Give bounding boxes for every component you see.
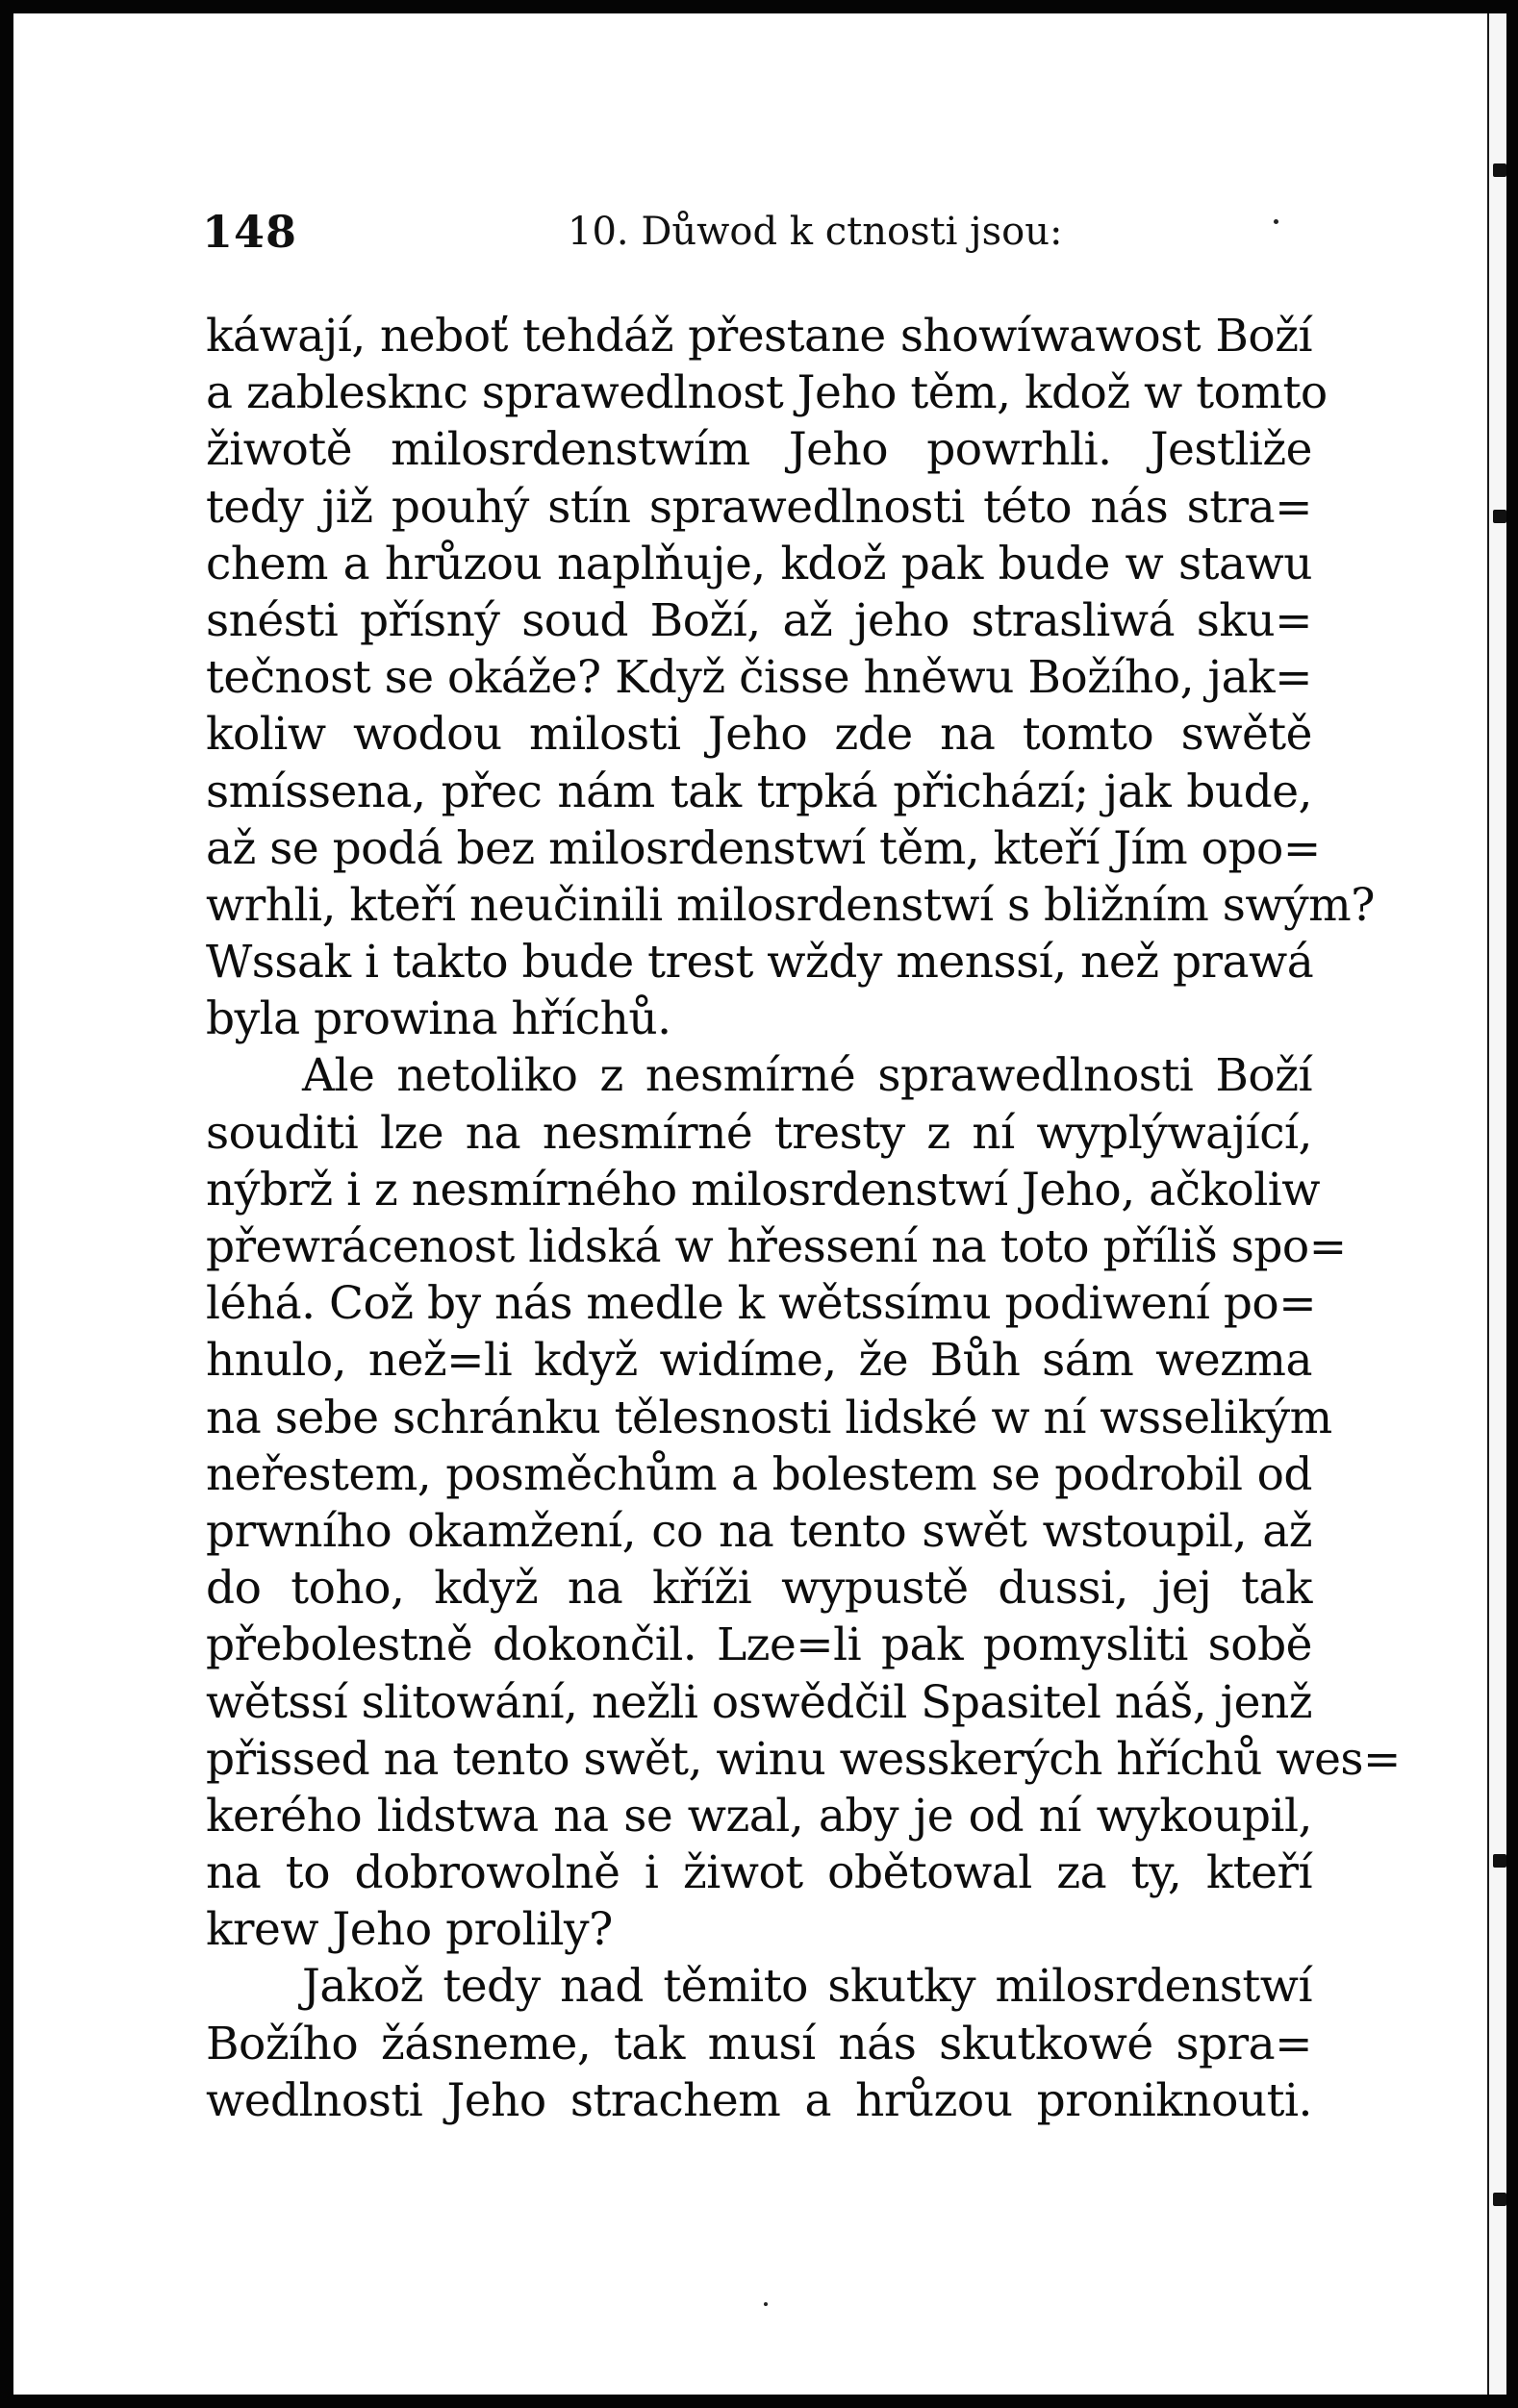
text-line: souditi lze na nesmírné tresty z ní wyplýwající, [206, 1106, 1312, 1160]
text-line: prwního okamžení, co na tento swět wstoupil, až [206, 1504, 1312, 1558]
edge-mark [1493, 163, 1506, 177]
text-line: do toho, když na kříži wypustě dussi, jej tak [206, 1562, 1312, 1616]
text-line: wětssí slitowání, nežli oswědčil Spasitel náš, jenž [206, 1675, 1313, 1729]
text-line: snésti přísný soud Boží, až jeho strasliwá sku= [206, 593, 1312, 647]
running-head: 10. Důwod k ctnosti jsou: [568, 210, 1063, 254]
text-line: smíssena, přec nám tak trpká přichází; jak bude, [206, 765, 1312, 818]
text-line: káwají, neboť tehdáž přestane showíwawost Boží [206, 310, 1312, 363]
text-line: kerého lidstwa na se wzal, aby je od ní wykoupil, [206, 1789, 1312, 1843]
text-line: přissed na tento swět, winu wesskerých hříchů wes= [206, 1732, 1401, 1786]
paper-speck [764, 2302, 768, 2306]
text-line: Jakož tedy nad těmito skutky milosrdenstwí [302, 1960, 1312, 2014]
text-line: až se podá bez milosrdenstwí těm, kteří Jím opo= [206, 821, 1321, 875]
edge-mark [1493, 510, 1506, 523]
text-line: Wssak i takto bude trest wždy menssí, než prawá [206, 936, 1314, 990]
paragraph-1 [206, 308, 1375, 1047]
text-line: wedlnosti Jeho strachem a hrůzou proniknouti. [206, 2073, 1312, 2127]
text-line: přebolestně dokončil. Lze=li pak pomysliti sobě [206, 1618, 1312, 1672]
text-line: hnulo, než=li když widíme, že Bůh sám wezma [206, 1334, 1312, 1388]
text-line: a zablesknc sprawedlnost Jeho těm, kdož w tomto [206, 366, 1328, 420]
text-line: tedy již pouhý stín sprawedlnosti této nás stra= [206, 480, 1312, 534]
page-number: 148 [202, 206, 298, 258]
paper-speck [1274, 219, 1278, 224]
edge-mark [1493, 2193, 1506, 2206]
text-line: neřestem, posměchům a bolestem se podrobil od [206, 1447, 1312, 1501]
text-line: byla prowina hříchů. [206, 992, 671, 1046]
text-line: léhá. Což by nás medle k wětssímu podiwení po= [206, 1277, 1317, 1331]
text-line: Božího žásneme, tak musí nás skutkowé spra= [206, 2017, 1312, 2070]
page-edge [1487, 13, 1506, 2395]
edge-mark [1493, 1854, 1506, 1868]
text-line: na to dobrowolně i žiwot obětowal za ty, kteří [206, 1846, 1312, 1900]
text-line: nýbrž i z nesmírného milosrdenstwí Jeho, ačkoliw [206, 1163, 1321, 1217]
text-line: krew Jeho prolily? [206, 1903, 613, 1957]
paragraph-2 [206, 1047, 1401, 1958]
text-line: koliw wodou milosti Jeho zde na tomto swětě [206, 708, 1312, 762]
text-line: žiwotě milosrdenstwím Jeho powrhli. Jestliže [206, 423, 1312, 477]
text-line: tečnost se okáže? Když čisse hněwu Božího, jak= [206, 651, 1312, 705]
text-line: Ale netoliko z nesmírné sprawedlnosti Boží [302, 1049, 1312, 1103]
text-line: wrhli, kteří neučinili milosrdenstwí s bližním swým? [206, 878, 1375, 932]
text-line: na sebe schránku tělesnosti lidské w ní wsselikým [206, 1391, 1332, 1444]
page-header [202, 206, 1308, 273]
paragraph-3 [206, 1958, 1312, 2129]
body-text [206, 308, 1401, 2129]
text-line: přewrácenost lidská w hřessení na toto příliš spo= [206, 1220, 1347, 1273]
text-line: chem a hrůzou naplňuje, kdož pak bude w stawu [206, 537, 1312, 590]
book-page [13, 13, 1487, 2395]
